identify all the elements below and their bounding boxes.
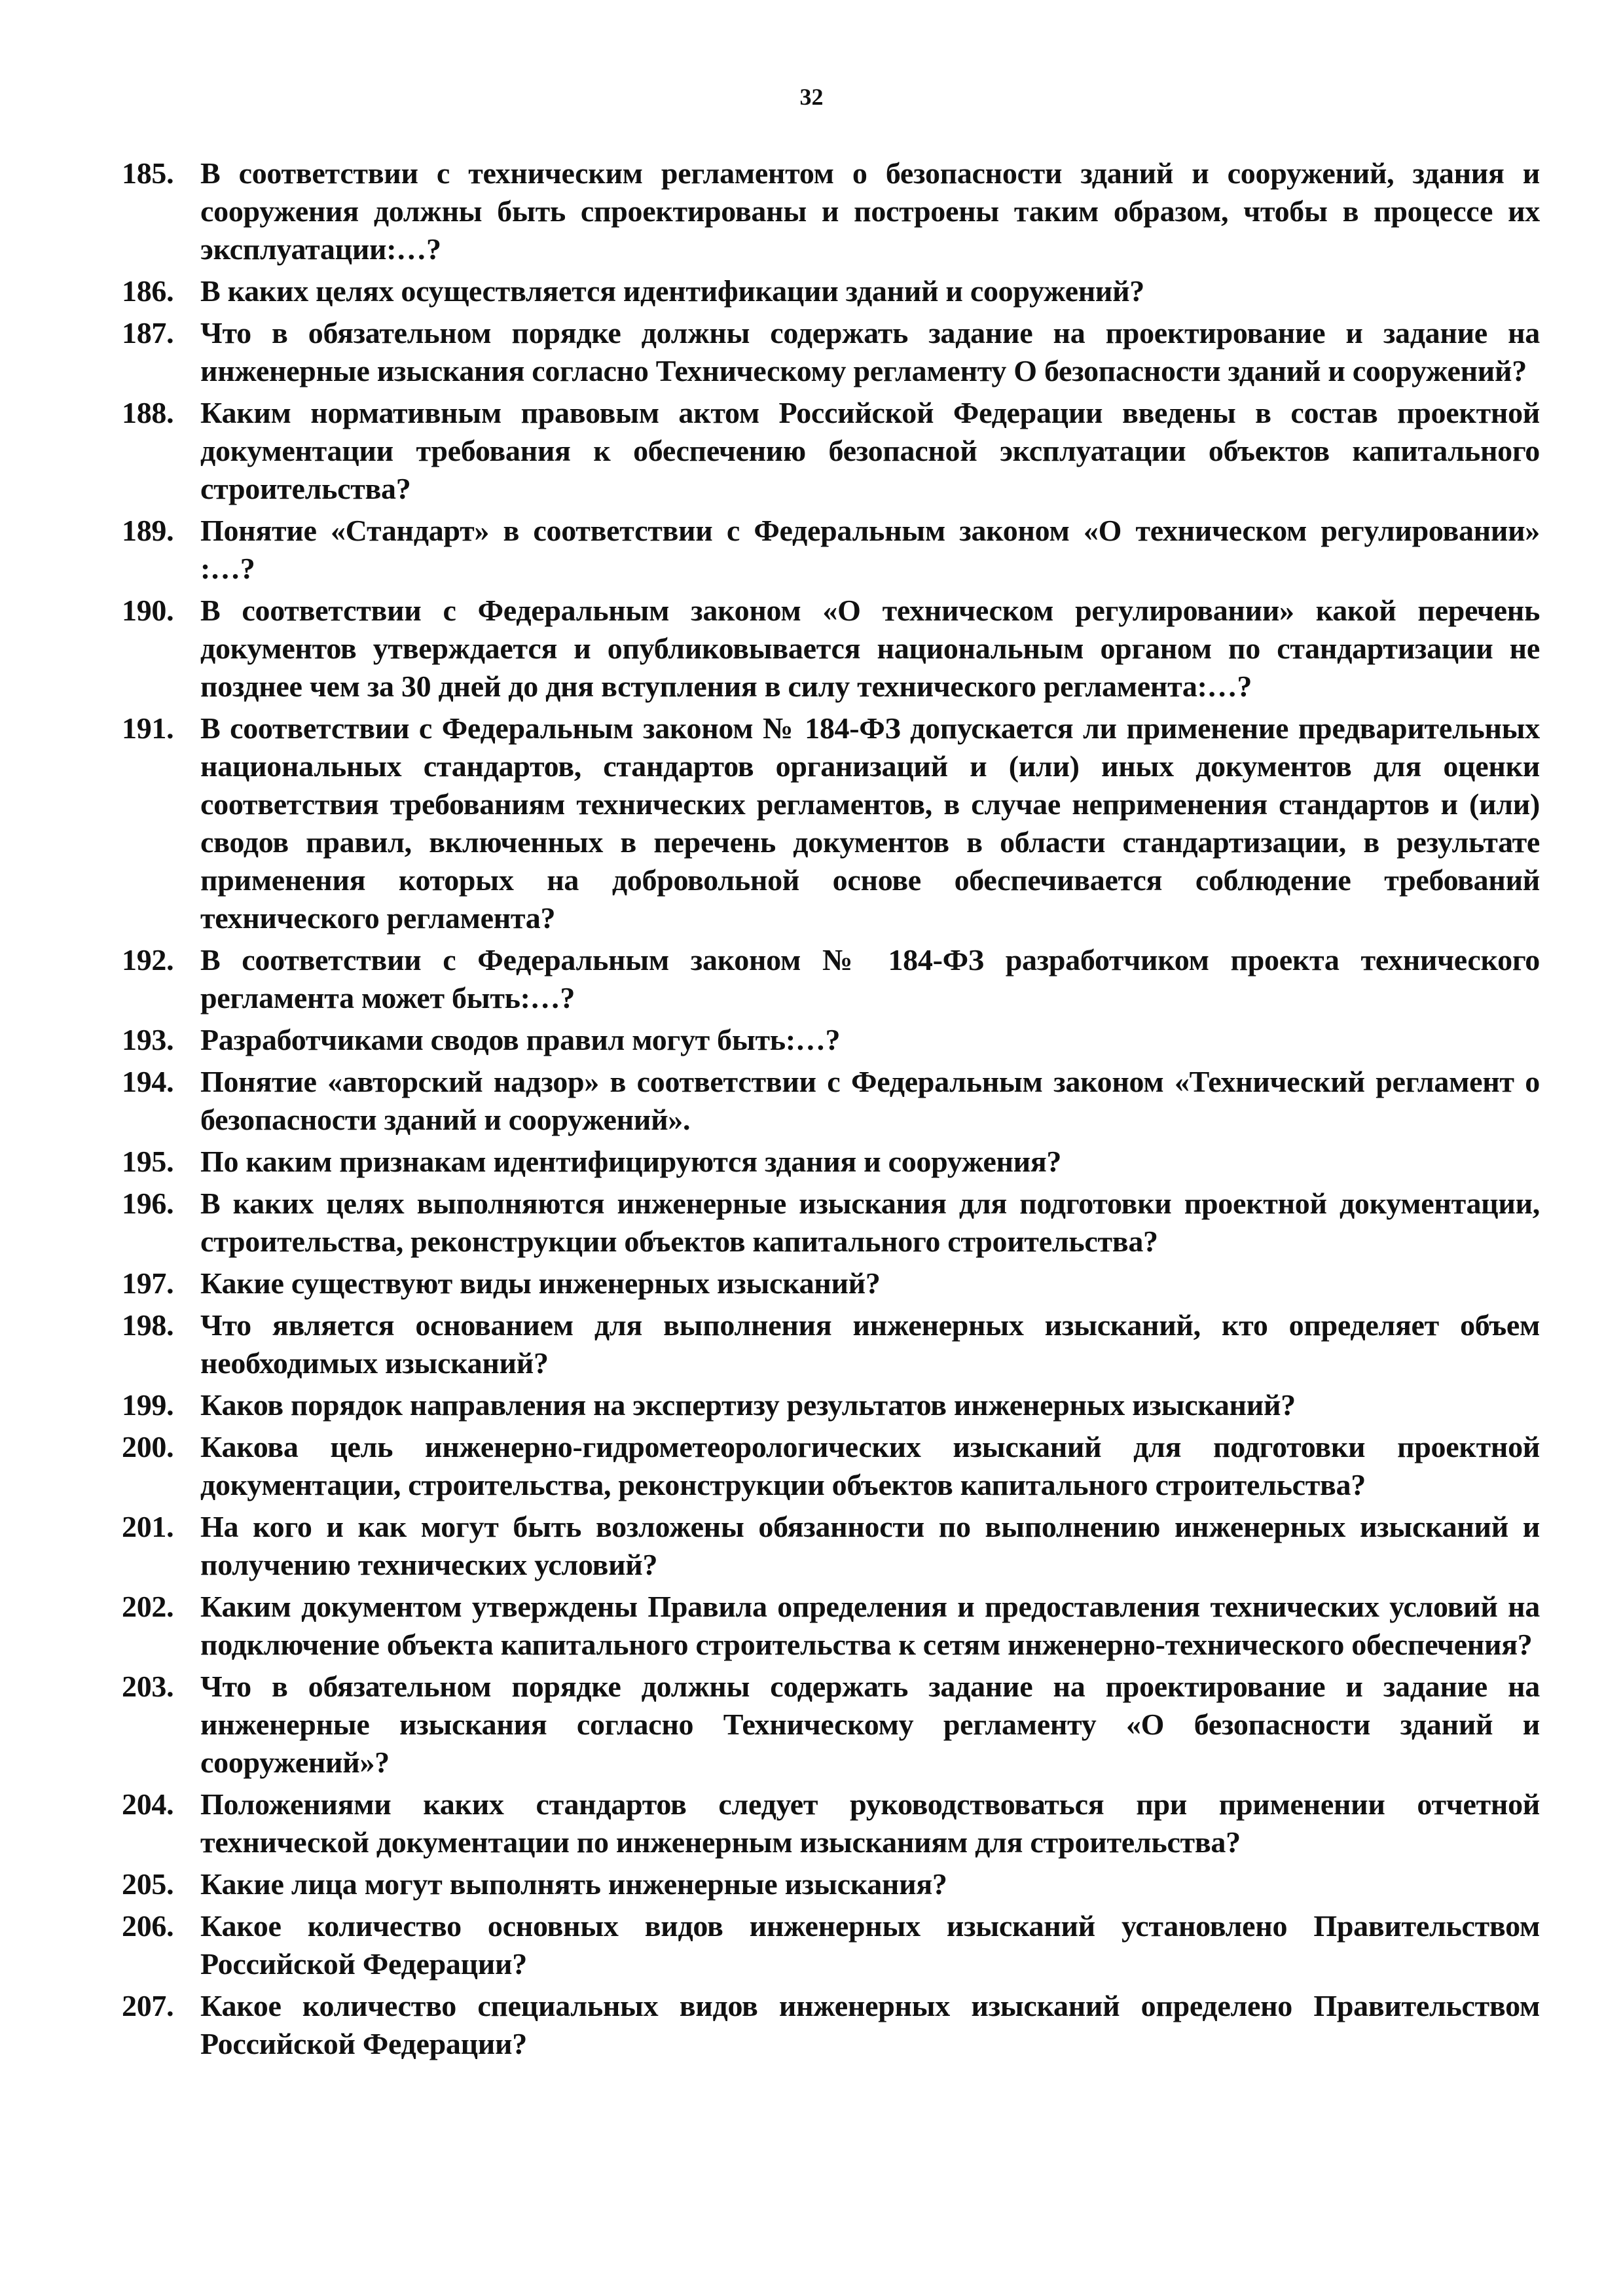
question-text: Положениями каких стандартов следует руководствоваться при применении отчетной технической документации по инженерным изысканиям для строительства?: [200, 1787, 1540, 1859]
question-text: Какое количество основных видов инженерных изысканий установлено Правительством Российской Федерации?: [200, 1909, 1540, 1981]
question-number: 192.: [122, 943, 174, 977]
question-number: 200.: [122, 1430, 174, 1463]
question-item: [122, 1588, 1540, 1664]
question-item: [122, 941, 1540, 1017]
question-number: 206.: [122, 1909, 174, 1943]
question-text: В каких целях осуществляется идентификации зданий и сооружений?: [200, 274, 1145, 308]
question-number: 203.: [122, 1670, 174, 1703]
question-number: 201.: [122, 1510, 174, 1543]
question-number: 193.: [122, 1023, 174, 1056]
question-text: Разработчиками сводов правил могут быть:…?: [200, 1023, 841, 1056]
question-number: 185.: [122, 156, 174, 190]
question-text: В соответствии с техническим регламентом о безопасности зданий и сооружений, здания и сооружения должны быть спроектированы и построены таким образом, чтобы в процессе их эксплуатации:…?: [200, 156, 1540, 266]
question-item: [122, 1265, 1540, 1302]
question-number: 197.: [122, 1266, 174, 1300]
question-item: [122, 512, 1540, 588]
question-number: 204.: [122, 1787, 174, 1821]
question-text: Что в обязательном порядке должны содержать задание на проектирование и задание на инженерные изыскания согласно Техническому регламенту «О безопасности зданий и сооружений»?: [200, 1670, 1540, 1779]
question-item: [122, 314, 1540, 390]
question-text: Какое количество специальных видов инженерных изысканий определено Правительством Российской Федерации?: [200, 1989, 1540, 2060]
question-text: По каким признакам идентифицируются здания и сооружения?: [200, 1145, 1062, 1178]
question-text: Что является основанием для выполнения инженерных изысканий, кто определяет объем необходимых изысканий?: [200, 1308, 1540, 1380]
question-item: [122, 709, 1540, 937]
question-text: На кого и как могут быть возложены обязанности по выполнению инженерных изысканий и получению технических условий?: [200, 1510, 1540, 1581]
question-number: 207.: [122, 1989, 174, 2022]
question-item: [122, 1063, 1540, 1139]
question-text: Каким документом утверждены Правила определения и предоставления технических условий на подключение объекта капитального строительства к сетям инженерно-технического обеспечения?: [200, 1590, 1540, 1661]
question-item: [122, 1508, 1540, 1584]
question-number: 187.: [122, 316, 174, 350]
question-item: [122, 1143, 1540, 1181]
question-item: [122, 1021, 1540, 1059]
question-text: Что в обязательном порядке должны содержать задание на проектирование и задание на инженерные изыскания согласно Техническому регламенту О безопасности зданий и сооружений?: [200, 316, 1540, 387]
question-item: [122, 1987, 1540, 2063]
question-text: В соответствии с Федеральным законом «О техническом регулировании» какой перечень документов утверждается и опубликовывается национальным органом по стандартизации не позднее чем за 30 дней до дня вступления в силу технического регламента:…?: [200, 594, 1540, 703]
question-number: 202.: [122, 1590, 174, 1623]
question-item: [122, 1386, 1540, 1424]
question-item: [122, 592, 1540, 706]
question-text: В соответствии с Федеральным законом № 184-ФЗ разработчиком проекта технического регламента может быть:…?: [200, 943, 1540, 1014]
question-item: [122, 1428, 1540, 1504]
question-item: [122, 394, 1540, 508]
question-number: 191.: [122, 711, 174, 745]
question-number: 195.: [122, 1145, 174, 1178]
question-item: [122, 154, 1540, 268]
question-item: [122, 1668, 1540, 1782]
question-item: [122, 1865, 1540, 1903]
question-number: 199.: [122, 1388, 174, 1422]
question-number: 205.: [122, 1867, 174, 1901]
question-item: [122, 272, 1540, 310]
question-text: В соответствии с Федеральным законом № 184-ФЗ допускается ли применение предварительных национальных стандартов, стандартов организаций и (или) иных документов для оценки соответствия требованиям технических регламентов, в случае неприменения стандартов и (или) сводов правил, включенных в перечень документов в области стандартизации, в результате применения которых на добровольной основе обеспечивается соблюдение требований технического регламента?: [200, 711, 1540, 935]
question-number: 186.: [122, 274, 174, 308]
question-item: [122, 1306, 1540, 1382]
question-number: 189.: [122, 514, 174, 547]
question-item: [122, 1785, 1540, 1861]
question-text: Каков порядок направления на экспертизу результатов инженерных изысканий?: [200, 1388, 1296, 1422]
question-list: [122, 154, 1540, 2067]
question-text: Каким нормативным правовым актом Российской Федерации введены в состав проектной документации требования к обеспечению безопасной эксплуатации объектов капитального строительства?: [200, 396, 1540, 505]
question-number: 188.: [122, 396, 174, 429]
question-number: 194.: [122, 1065, 174, 1098]
question-item: [122, 1185, 1540, 1261]
question-text: Понятие «Стандарт» в соответствии с Федеральным законом «О техническом регулировании» :…?: [200, 514, 1540, 585]
question-text: Понятие «авторский надзор» в соответствии с Федеральным законом «Технический регламент о безопасности зданий и сооружений».: [200, 1065, 1540, 1136]
question-item: [122, 1907, 1540, 1983]
question-number: 198.: [122, 1308, 174, 1342]
question-number: 190.: [122, 594, 174, 627]
question-text: Какова цель инженерно-гидрометеорологических изысканий для подготовки проектной документации, строительства, реконструкции объектов капитального строительства?: [200, 1430, 1540, 1501]
question-text: В каких целях выполняются инженерные изыскания для подготовки проектной документации, строительства, реконструкции объектов капитального строительства?: [200, 1187, 1540, 1258]
question-number: 196.: [122, 1187, 174, 1220]
question-text: Какие лица могут выполнять инженерные изыскания?: [200, 1867, 947, 1901]
question-text: Какие существуют виды инженерных изысканий?: [200, 1266, 881, 1300]
page-number: 32: [799, 84, 824, 110]
